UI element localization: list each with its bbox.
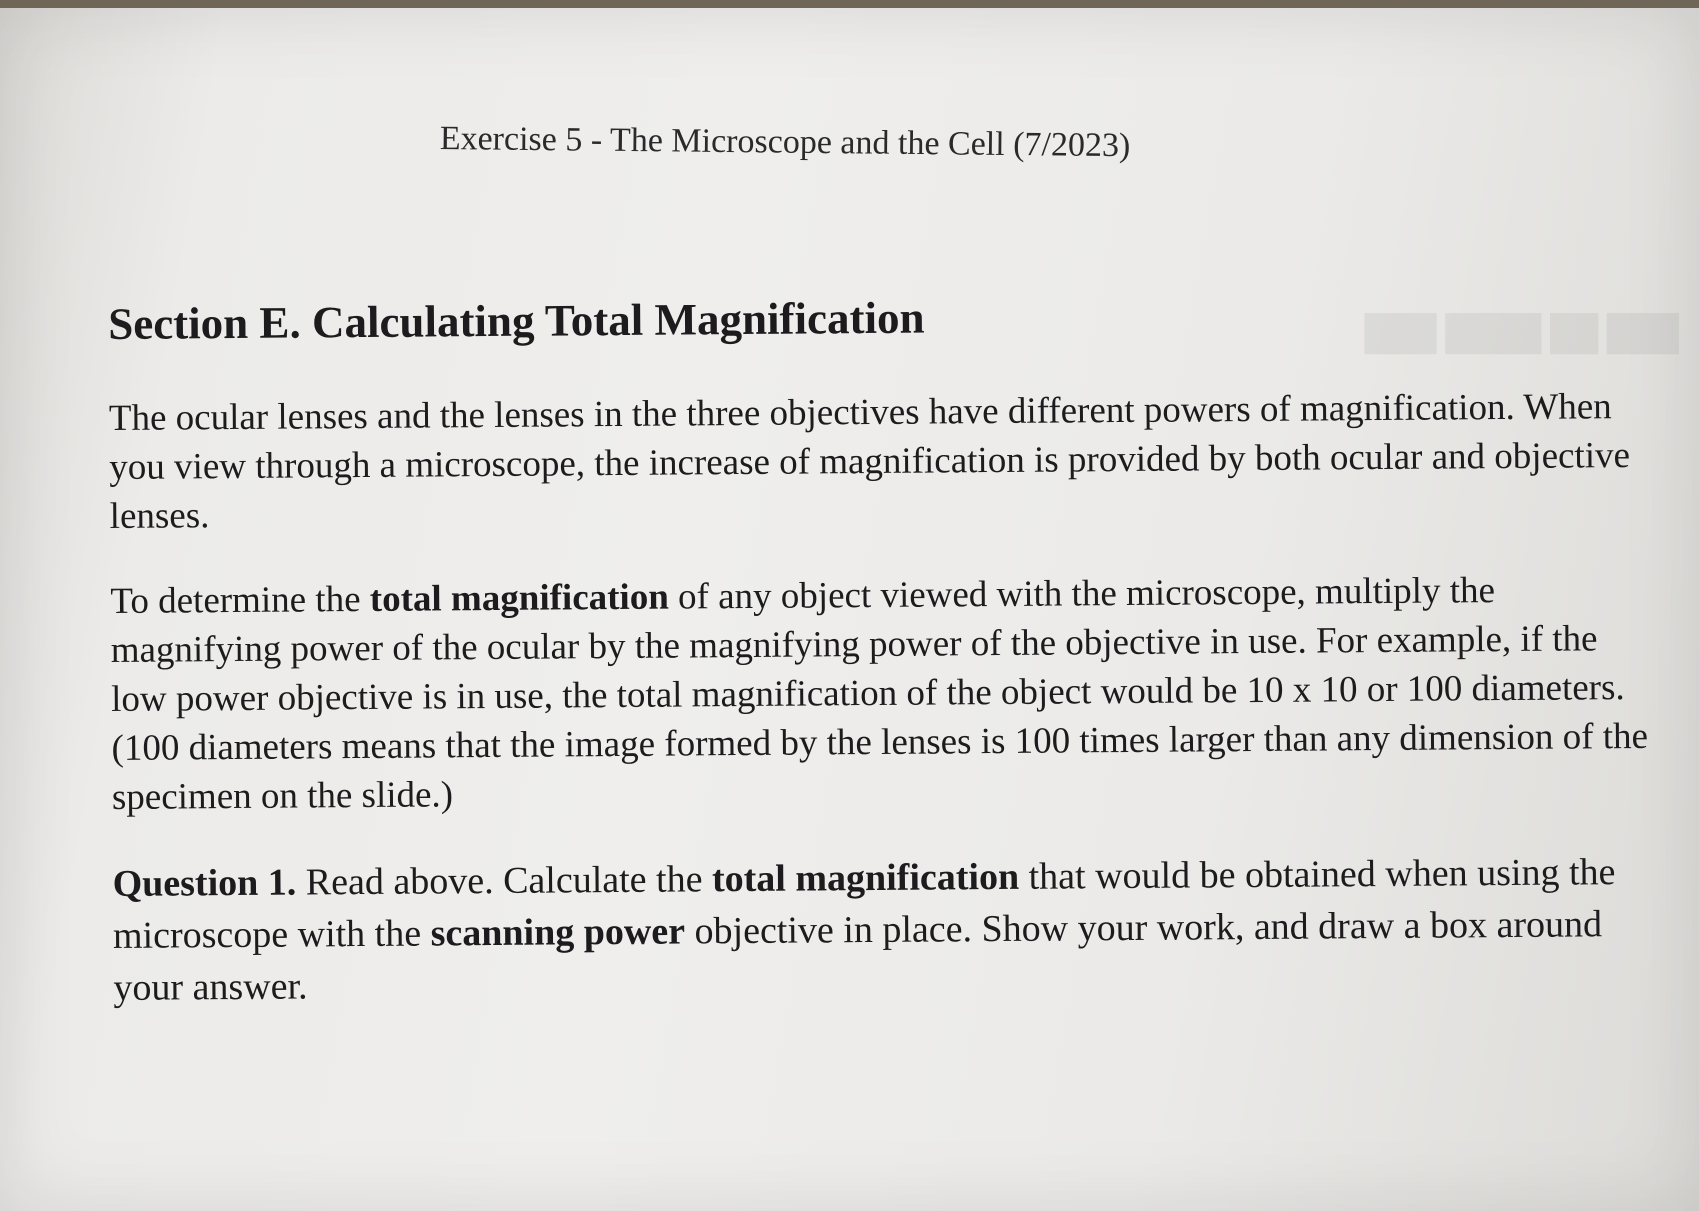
question-text: that would be obtained when using the microscope with the [112, 851, 1616, 957]
section-title: Section E. Calculating Total Magnification [108, 292, 925, 349]
question-text: objective in place. Show your work, and draw a box around your answer. [113, 903, 1603, 1009]
show-through-text: ███ ██ ████ ███ [1364, 315, 1679, 352]
question-label: Question 1. [112, 861, 297, 905]
question-1 [112, 846, 1653, 1014]
exercise-header: Exercise 5 - The Microscope and the Cell (7/2023) [439, 120, 1131, 165]
question-text: Read above. Calculate the [296, 858, 713, 904]
document-page [0, 8, 1699, 1211]
paragraph-intro: The ocular lenses and the lenses in the three objectives have different powers of magnification. When you view through a microscope, the increase of magnification is provided by both ocular and objective lenses. [108, 386, 1631, 537]
bold-term: total magnification [369, 576, 669, 620]
paragraph-text: To determine the [110, 578, 370, 622]
paragraph-total-magnification [110, 565, 1652, 822]
paragraph-text: of any object viewed with the microscope, multiply the magnifying power of the ocular by the magnifying power of the objective in use. For example, if the low power objective is in use, the total magnification of the object would be 10 x 10 or 100 diameters. (100 diameters means that the image formed by the lenses is 100 times larger than any dimension of the specimen on the slide.) [110, 570, 1649, 818]
bold-term: total magnification [711, 855, 1020, 901]
content-body [108, 286, 1654, 1014]
bold-term: scanning power [430, 910, 686, 955]
